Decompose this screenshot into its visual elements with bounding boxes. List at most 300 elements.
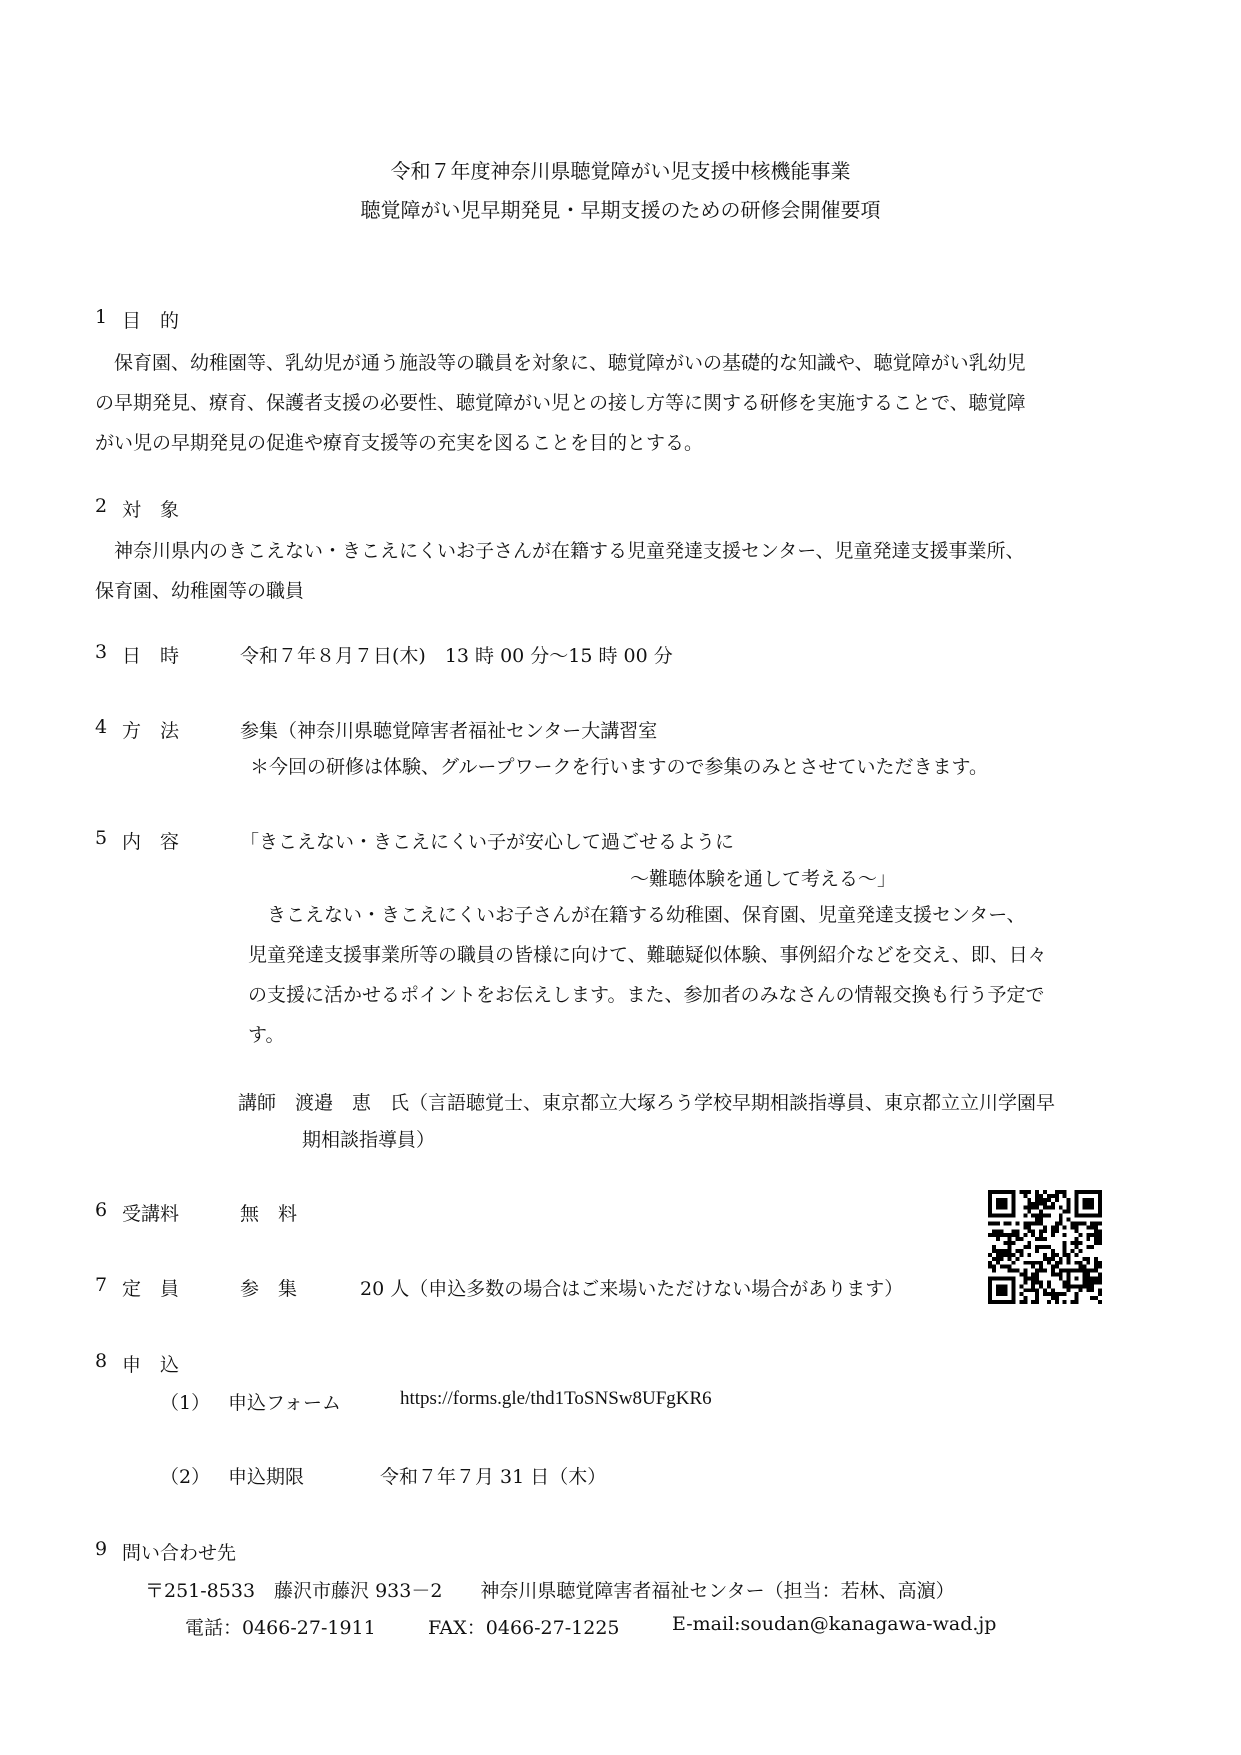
qr-module xyxy=(1074,1237,1078,1241)
qr-module xyxy=(1063,1190,1067,1194)
qr-module xyxy=(1000,1284,1004,1288)
capacity-value: 20 人（申込多数の場合はご来場いただけない場合があります） xyxy=(360,1278,904,1300)
qr-module xyxy=(1082,1273,1086,1277)
qr-module xyxy=(1059,1206,1063,1210)
qr-module xyxy=(1004,1221,1008,1225)
qr-module xyxy=(1039,1233,1043,1237)
qr-module xyxy=(1043,1288,1047,1292)
qr-module xyxy=(1055,1198,1059,1202)
section-9-number: 9 xyxy=(95,1538,108,1560)
qr-module xyxy=(1035,1214,1039,1218)
section-6-heading: 受講料 xyxy=(122,1203,180,1225)
qr-module xyxy=(1035,1237,1039,1241)
qr-module xyxy=(992,1221,996,1225)
qr-module xyxy=(1039,1214,1043,1218)
qr-module xyxy=(1016,1233,1020,1237)
qr-module xyxy=(1016,1269,1020,1273)
qr-module xyxy=(1019,1249,1023,1253)
qr-module xyxy=(988,1194,992,1198)
qr-module xyxy=(1071,1221,1075,1225)
qr-module xyxy=(1098,1237,1102,1241)
qr-module xyxy=(1063,1225,1067,1229)
qr-module xyxy=(1078,1265,1082,1269)
qr-module xyxy=(1004,1288,1008,1292)
qr-module xyxy=(1023,1276,1027,1280)
section-3-number: 3 xyxy=(95,641,108,663)
qr-module xyxy=(1082,1198,1086,1202)
qr-module xyxy=(992,1300,996,1304)
qr-module xyxy=(992,1190,996,1194)
qr-module xyxy=(1059,1276,1063,1280)
contact-phone: 電話：0466-27-1911 xyxy=(185,1617,376,1639)
qr-module xyxy=(1098,1288,1102,1292)
qr-module xyxy=(988,1265,992,1269)
qr-module xyxy=(1012,1206,1016,1210)
qr-module xyxy=(1047,1292,1051,1296)
qr-module xyxy=(1094,1276,1098,1280)
qr-module xyxy=(1012,1198,1016,1202)
application-item-2-number: （2） xyxy=(160,1466,211,1488)
qr-module xyxy=(1074,1269,1078,1273)
qr-module xyxy=(1086,1206,1090,1210)
qr-module xyxy=(1086,1233,1090,1237)
qr-module xyxy=(1055,1190,1059,1194)
qr-module xyxy=(1086,1214,1090,1218)
qr-module xyxy=(1012,1202,1016,1206)
qr-module xyxy=(1074,1221,1078,1225)
qr-module xyxy=(996,1284,1000,1288)
qr-module xyxy=(1067,1202,1071,1206)
qr-module xyxy=(1035,1202,1039,1206)
qr-module xyxy=(1074,1276,1078,1280)
qr-module xyxy=(988,1210,992,1214)
qr-module xyxy=(1051,1288,1055,1292)
qr-module xyxy=(1023,1261,1027,1265)
qr-module xyxy=(1039,1198,1043,1202)
qr-module xyxy=(1012,1300,1016,1304)
qr-module xyxy=(1035,1300,1039,1304)
section-8-number: 8 xyxy=(95,1350,108,1372)
qr-module xyxy=(1098,1261,1102,1265)
qr-module xyxy=(1086,1273,1090,1277)
qr-module xyxy=(996,1292,1000,1296)
section-1-number: 1 xyxy=(95,306,108,328)
qr-module xyxy=(1019,1292,1023,1296)
qr-module xyxy=(1043,1245,1047,1249)
qr-module xyxy=(1086,1190,1090,1194)
qr-module xyxy=(1047,1194,1051,1198)
qr-module xyxy=(1043,1206,1047,1210)
qr-module xyxy=(988,1233,992,1237)
qr-module xyxy=(1074,1300,1078,1304)
application-form-label: 申込フォーム xyxy=(228,1392,342,1414)
content-description xyxy=(248,895,1047,1055)
qr-module xyxy=(1027,1245,1031,1249)
qr-module xyxy=(1035,1261,1039,1265)
qr-module xyxy=(1063,1194,1067,1198)
qr-module xyxy=(1039,1237,1043,1241)
application-form-link[interactable]: https://forms.gle/thd1ToSNSw8UFgKR6 xyxy=(400,1388,712,1409)
qr-module xyxy=(1008,1276,1012,1280)
qr-module xyxy=(1051,1233,1055,1237)
section-5-heading: 内 容 xyxy=(122,831,180,853)
qr-module xyxy=(1078,1288,1082,1292)
qr-module xyxy=(1039,1194,1043,1198)
qr-module xyxy=(1023,1194,1027,1198)
qr-module xyxy=(1031,1214,1035,1218)
qr-module xyxy=(1019,1190,1023,1194)
qr-module xyxy=(1078,1249,1082,1253)
qr-module xyxy=(1098,1241,1102,1245)
qr-code-icon[interactable] xyxy=(988,1190,1102,1304)
section-4-heading: 方 法 xyxy=(122,720,180,742)
section-1-line: の早期発見、療育、保護者支援の必要性、聴覚障がい児との接し方等に関する研修を実施することで、聴覚障 xyxy=(95,392,1026,414)
section-8-heading: 申 込 xyxy=(122,1354,180,1376)
qr-module xyxy=(1051,1202,1055,1206)
qr-module xyxy=(1012,1288,1016,1292)
qr-module xyxy=(1031,1233,1035,1237)
qr-module xyxy=(1012,1261,1016,1265)
qr-module xyxy=(1047,1261,1051,1265)
qr-module xyxy=(1043,1202,1047,1206)
section-2-body xyxy=(95,531,1024,611)
qr-module xyxy=(1063,1269,1067,1273)
qr-module xyxy=(1051,1257,1055,1261)
qr-module xyxy=(1059,1214,1063,1218)
qr-module xyxy=(1067,1261,1071,1265)
qr-module xyxy=(992,1214,996,1218)
qr-module xyxy=(1078,1214,1082,1218)
section-7-heading: 定 員 xyxy=(122,1278,180,1300)
qr-module xyxy=(1035,1194,1039,1198)
qr-module xyxy=(1063,1249,1067,1253)
qr-module xyxy=(1082,1206,1086,1210)
section-1-line: がい児の早期発見の促進や療育支援等の充実を図ることを目的とする。 xyxy=(95,432,704,454)
qr-module xyxy=(1047,1257,1051,1261)
qr-module xyxy=(1039,1221,1043,1225)
content-line: す。 xyxy=(248,1024,285,1046)
qr-module xyxy=(1016,1221,1020,1225)
qr-module xyxy=(1004,1202,1008,1206)
section-1-heading: 目 的 xyxy=(122,310,180,332)
qr-module xyxy=(1008,1265,1012,1269)
qr-module xyxy=(1063,1253,1067,1257)
qr-module xyxy=(1082,1276,1086,1280)
qr-module xyxy=(1023,1190,1027,1194)
qr-module xyxy=(1055,1296,1059,1300)
qr-module xyxy=(1043,1214,1047,1218)
qr-module xyxy=(1094,1221,1098,1225)
qr-module xyxy=(1071,1225,1075,1229)
qr-module xyxy=(1098,1292,1102,1296)
qr-module xyxy=(1035,1292,1039,1296)
qr-module xyxy=(1082,1214,1086,1218)
qr-module xyxy=(1067,1257,1071,1261)
qr-module xyxy=(1074,1292,1078,1296)
qr-module xyxy=(1090,1245,1094,1249)
qr-module xyxy=(1012,1194,1016,1198)
qr-module xyxy=(1039,1265,1043,1269)
qr-module xyxy=(1078,1221,1082,1225)
qr-module xyxy=(996,1261,1000,1265)
qr-module xyxy=(1090,1190,1094,1194)
qr-module xyxy=(1094,1261,1098,1265)
qr-module xyxy=(1031,1261,1035,1265)
qr-module xyxy=(1027,1261,1031,1265)
qr-module xyxy=(1023,1225,1027,1229)
qr-module xyxy=(1023,1296,1027,1300)
qr-module xyxy=(1047,1300,1051,1304)
qr-module xyxy=(1039,1210,1043,1214)
qr-module xyxy=(1063,1210,1067,1214)
qr-module xyxy=(996,1198,1000,1202)
qr-module xyxy=(988,1292,992,1296)
qr-module xyxy=(1086,1288,1090,1292)
content-theme-line-1: 「きこえない・きこえにくい子が安心して過ごせるように xyxy=(240,831,735,853)
qr-module xyxy=(1023,1273,1027,1277)
qr-module xyxy=(1035,1273,1039,1277)
qr-module xyxy=(992,1276,996,1280)
qr-module xyxy=(1071,1284,1075,1288)
qr-module xyxy=(1090,1280,1094,1284)
qr-module xyxy=(1004,1253,1008,1257)
contact-email[interactable]: E-mail:soudan@kanagawa-wad.jp xyxy=(672,1613,997,1635)
qr-module xyxy=(1035,1280,1039,1284)
qr-module xyxy=(1000,1190,1004,1194)
qr-module xyxy=(1043,1257,1047,1261)
qr-module xyxy=(1067,1284,1071,1288)
qr-module xyxy=(1098,1276,1102,1280)
qr-module xyxy=(1067,1218,1071,1222)
qr-module xyxy=(1008,1269,1012,1273)
qr-module xyxy=(1082,1265,1086,1269)
qr-module xyxy=(1059,1292,1063,1296)
qr-module xyxy=(1055,1261,1059,1265)
qr-module xyxy=(1071,1300,1075,1304)
qr-module xyxy=(1067,1269,1071,1273)
method-note: ＊今回の研修は体験、グループワークを行いますので参集のみとさせていただきます。 xyxy=(250,756,988,778)
qr-module xyxy=(1000,1265,1004,1269)
qr-module xyxy=(1031,1273,1035,1277)
qr-module xyxy=(996,1276,1000,1280)
qr-module xyxy=(1012,1280,1016,1284)
qr-module xyxy=(1039,1269,1043,1273)
qr-module xyxy=(1027,1229,1031,1233)
qr-module xyxy=(1090,1296,1094,1300)
qr-module xyxy=(996,1257,1000,1261)
section-2-heading: 対 象 xyxy=(122,499,180,521)
qr-module xyxy=(1039,1202,1043,1206)
lecturer-line-2: 期相談指導員） xyxy=(302,1129,436,1151)
qr-module xyxy=(1000,1292,1004,1296)
qr-module xyxy=(1094,1190,1098,1194)
qr-module xyxy=(996,1253,1000,1257)
qr-module xyxy=(992,1233,996,1237)
qr-module xyxy=(1016,1249,1020,1253)
qr-module xyxy=(1090,1288,1094,1292)
qr-module xyxy=(1055,1194,1059,1198)
qr-module xyxy=(1027,1225,1031,1229)
qr-module xyxy=(1000,1229,1004,1233)
qr-module xyxy=(1090,1269,1094,1273)
qr-module xyxy=(1086,1202,1090,1206)
qr-module xyxy=(1067,1276,1071,1280)
qr-module xyxy=(1074,1296,1078,1300)
qr-module xyxy=(1004,1249,1008,1253)
content-line: の支援に活かせるポイントをお伝えします。また、参加者のみなさんの情報交換も行う予定で xyxy=(248,984,1045,1006)
qr-module xyxy=(992,1257,996,1261)
qr-module xyxy=(1059,1257,1063,1261)
qr-module xyxy=(1078,1269,1082,1273)
qr-module xyxy=(1027,1198,1031,1202)
qr-module xyxy=(1000,1257,1004,1261)
qr-module xyxy=(1031,1206,1035,1210)
qr-module xyxy=(1055,1300,1059,1304)
section-2-line: 保育園、幼稚園等の職員 xyxy=(95,580,305,602)
qr-module xyxy=(1063,1233,1067,1237)
qr-module xyxy=(1071,1241,1075,1245)
qr-module xyxy=(1027,1288,1031,1292)
qr-module xyxy=(996,1288,1000,1292)
qr-module xyxy=(1074,1190,1078,1194)
qr-module xyxy=(988,1221,992,1225)
qr-module xyxy=(996,1202,1000,1206)
qr-module xyxy=(1090,1225,1094,1229)
title-line-1: 令和７年度神奈川県聴覚障がい児支援中核機能事業 xyxy=(390,159,851,183)
qr-module xyxy=(988,1284,992,1288)
qr-module xyxy=(1067,1280,1071,1284)
application-deadline-value: 令和７年７月 31 日（木） xyxy=(380,1466,607,1488)
qr-module xyxy=(1012,1269,1016,1273)
qr-module xyxy=(1035,1206,1039,1210)
qr-module xyxy=(992,1269,996,1273)
qr-module xyxy=(1035,1276,1039,1280)
qr-module xyxy=(1027,1221,1031,1225)
qr-module xyxy=(1090,1202,1094,1206)
qr-module xyxy=(996,1206,1000,1210)
qr-module xyxy=(1094,1233,1098,1237)
qr-module xyxy=(1090,1233,1094,1237)
qr-module xyxy=(1078,1190,1082,1194)
qr-module xyxy=(1043,1229,1047,1233)
qr-module xyxy=(1031,1265,1035,1269)
qr-module xyxy=(1086,1280,1090,1284)
qr-module xyxy=(1043,1269,1047,1273)
section-2-number: 2 xyxy=(95,495,108,517)
qr-module xyxy=(1094,1225,1098,1229)
qr-module xyxy=(1094,1257,1098,1261)
qr-module xyxy=(1074,1210,1078,1214)
section-1-body xyxy=(95,343,1026,463)
qr-module xyxy=(988,1198,992,1202)
qr-module xyxy=(1059,1221,1063,1225)
qr-module xyxy=(1008,1214,1012,1218)
qr-module xyxy=(1063,1280,1067,1284)
qr-module xyxy=(1012,1214,1016,1218)
qr-module xyxy=(1035,1288,1039,1292)
qr-module xyxy=(1039,1245,1043,1249)
qr-module xyxy=(1094,1214,1098,1218)
qr-module xyxy=(1019,1253,1023,1257)
qr-module xyxy=(1074,1229,1078,1233)
qr-module xyxy=(1059,1190,1063,1194)
section-7-number: 7 xyxy=(95,1274,108,1296)
qr-module xyxy=(1008,1253,1012,1257)
section-5-number: 5 xyxy=(95,827,108,849)
qr-module xyxy=(1090,1198,1094,1202)
qr-module xyxy=(996,1237,1000,1241)
qr-module xyxy=(1067,1210,1071,1214)
qr-module xyxy=(1004,1284,1008,1288)
qr-module xyxy=(1051,1296,1055,1300)
qr-module xyxy=(1004,1241,1008,1245)
qr-module xyxy=(1086,1225,1090,1229)
application-item-1-number: （1） xyxy=(160,1392,211,1414)
qr-module xyxy=(1098,1229,1102,1233)
qr-module xyxy=(1059,1269,1063,1273)
qr-module xyxy=(1004,1190,1008,1194)
qr-module xyxy=(1082,1284,1086,1288)
qr-module xyxy=(1016,1237,1020,1241)
qr-module xyxy=(1043,1225,1047,1229)
qr-module xyxy=(1074,1214,1078,1218)
qr-module xyxy=(1051,1225,1055,1229)
lecturer-line-1: 講師 渡邉 恵 氏（言語聴覚士、東京都立大塚ろう学校早期相談指導員、東京都立立川学園早 xyxy=(238,1092,1056,1114)
qr-module xyxy=(1051,1273,1055,1277)
qr-module xyxy=(988,1300,992,1304)
qr-module xyxy=(1098,1202,1102,1206)
qr-module xyxy=(1031,1229,1035,1233)
qr-module xyxy=(1012,1233,1016,1237)
qr-module xyxy=(1051,1194,1055,1198)
qr-module xyxy=(1043,1237,1047,1241)
qr-module xyxy=(1098,1221,1102,1225)
qr-module xyxy=(1090,1221,1094,1225)
qr-module xyxy=(1098,1206,1102,1210)
qr-module xyxy=(1023,1280,1027,1284)
qr-module xyxy=(1074,1245,1078,1249)
qr-module xyxy=(1012,1296,1016,1300)
qr-module xyxy=(1031,1300,1035,1304)
qr-module xyxy=(1008,1257,1012,1261)
qr-module xyxy=(1012,1292,1016,1296)
qr-module xyxy=(996,1214,1000,1218)
qr-module xyxy=(1067,1206,1071,1210)
content-line: きこえない・きこえにくいお子さんが在籍する幼稚園、保育園、児童発達支援センター、 xyxy=(248,904,1026,926)
qr-module xyxy=(1023,1269,1027,1273)
qr-module xyxy=(1067,1198,1071,1202)
qr-module xyxy=(1000,1300,1004,1304)
qr-module xyxy=(1004,1292,1008,1296)
qr-module xyxy=(1055,1273,1059,1277)
qr-module xyxy=(1012,1229,1016,1233)
qr-module xyxy=(1023,1245,1027,1249)
qr-module xyxy=(1098,1273,1102,1277)
qr-module xyxy=(1027,1253,1031,1257)
qr-module xyxy=(1086,1245,1090,1249)
qr-module xyxy=(1043,1292,1047,1296)
section-9-heading: 問い合わせ先 xyxy=(122,1542,237,1564)
qr-module xyxy=(1004,1206,1008,1210)
qr-module xyxy=(1094,1237,1098,1241)
qr-module xyxy=(1098,1265,1102,1269)
qr-module xyxy=(1004,1276,1008,1280)
qr-module xyxy=(1086,1198,1090,1202)
qr-module xyxy=(1063,1292,1067,1296)
qr-module xyxy=(996,1300,1000,1304)
contact-address: 〒251-8533 藤沢市藤沢 933－2 神奈川県聴覚障害者福祉センター（担当：若林、高濵） xyxy=(145,1580,955,1602)
qr-module xyxy=(1074,1225,1078,1229)
